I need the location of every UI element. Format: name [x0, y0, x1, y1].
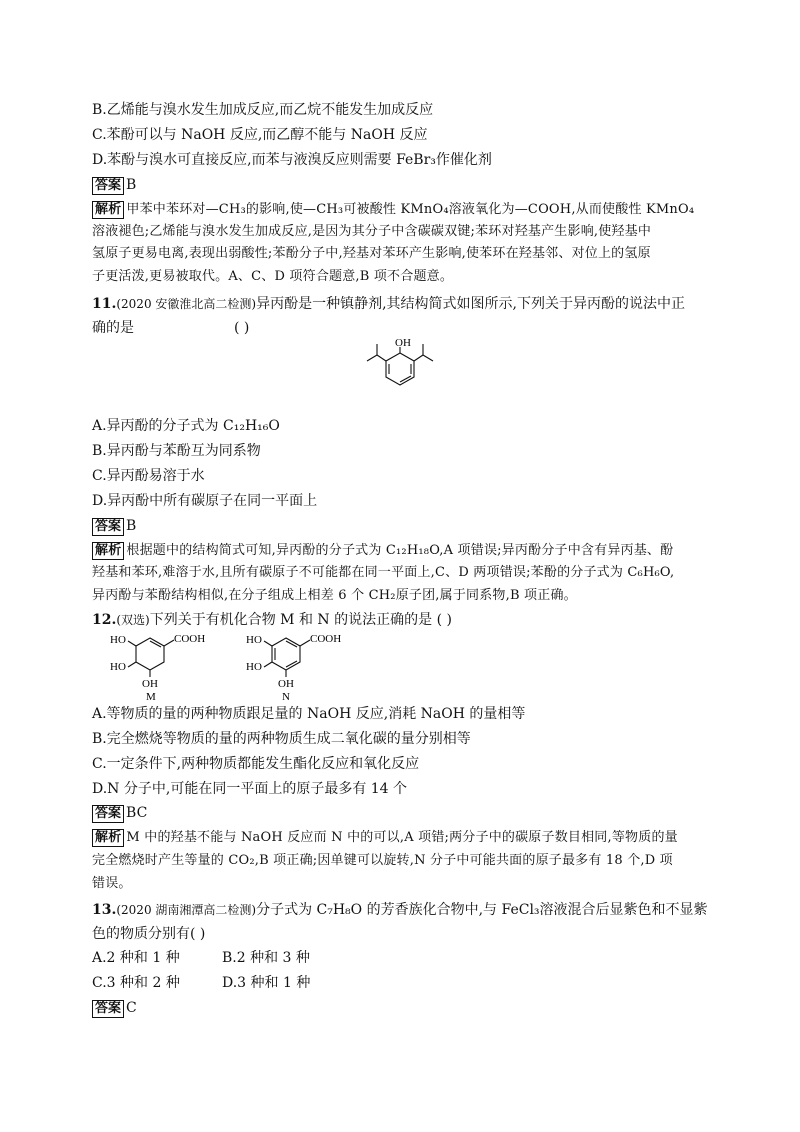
q11-answer: B	[126, 518, 137, 534]
svg-text:HO: HO	[110, 634, 126, 646]
q11-blank: ( )	[234, 320, 250, 336]
answer-tag: 答案	[92, 805, 124, 823]
q13-option-d: D.3 种和 1 种	[222, 975, 311, 991]
q11-stem-line-1: 11.(2020 安徽淮北高二检测)异丙酚是一种镇静剂,其结构简式如图所示,下列关于异丙酚的说法中正	[92, 296, 685, 312]
q10-analysis-line-3: 氢原子更易电离,表现出弱酸性;苯酚分子中,羟基对苯环产生影响,使苯环在羟基邻、对位上的氢原	[92, 246, 651, 261]
svg-text:OH: OH	[278, 678, 294, 690]
q10-option-b: B.乙烯能与溴水发生加成反应,而乙烷不能发生加成反应	[92, 102, 434, 118]
q12-option-b: B.完全燃烧等物质的量的两种物质生成二氧化碳的量分别相等	[92, 731, 471, 747]
q12-answer-line	[92, 803, 147, 823]
q12-option-a: A.等物质的量的两种物质跟足量的 NaOH 反应,消耗 NaOH 的量相等	[92, 706, 526, 722]
compound-m-structure	[100, 630, 230, 702]
q12-number: 12.	[92, 612, 117, 628]
answer-tag: 答案	[92, 518, 124, 536]
q13-stem-line-2: 色的物质分别有( )	[92, 926, 206, 942]
svg-text:HO: HO	[246, 634, 262, 646]
q13-option-c: C.3 种和 2 种	[92, 975, 180, 991]
svg-text:HO: HO	[110, 661, 126, 673]
analysis-tag: 解析	[92, 829, 124, 847]
q13-option-a: A.2 种和 1 种	[92, 950, 180, 966]
q10-answer: B	[126, 177, 137, 193]
analysis-tag: 解析	[92, 201, 124, 219]
q11-stem-line-2: 确的是 ( )	[92, 320, 250, 336]
svg-text:COOH: COOH	[310, 633, 342, 645]
q13-options-row-1	[92, 948, 310, 968]
q11-option-a: A.异丙酚的分子式为 C₁₂H₁₆O	[92, 418, 280, 434]
q12-analysis-line-3: 错误。	[92, 876, 132, 891]
q12-answer: BC	[126, 805, 148, 821]
analysis-tag: 解析	[92, 542, 124, 560]
compound-m-label: M	[146, 691, 156, 702]
q12-source: (双选)	[116, 613, 150, 627]
q10-option-d: D.苯酚与溴水可直接反应,而苯与液溴反应则需要 FeBr₃作催化剂	[92, 152, 492, 168]
propofol-structure	[360, 336, 450, 402]
q13-option-b: B.2 种和 3 种	[222, 950, 310, 966]
svg-text:HO: HO	[246, 661, 262, 673]
q11-analysis-line-3: 异丙酚与苯酚结构相似,在分子组成上相差 6 个 CH₂原子团,属于同系物,B 项正确。	[92, 588, 577, 603]
q10-analysis-line-4: 子更活泼,更易被取代。A、C、D 项符合题意,B 项不合题意。	[92, 269, 454, 284]
compound-n-structure	[236, 630, 366, 702]
q11-option-d: D.异丙酚中所有碳原子在同一平面上	[92, 493, 318, 509]
q11-option-b: B.异丙酚与苯酚互为同系物	[92, 443, 261, 459]
q10-answer-line	[92, 175, 136, 195]
q11-source: (2020 安徽淮北高二检测)	[116, 297, 257, 311]
q12-option-d: D.N 分子中,可能在同一平面上的原子最多有 14 个	[92, 781, 408, 797]
q11-analysis-line-2: 羟基和苯环,难溶于水,且所有碳原子不可能都在同一平面上,C、D 两项错误;苯酚的分子式为 C₆H₆O,	[92, 565, 675, 580]
q11-number: 11.	[92, 296, 117, 312]
q11-option-c: C.异丙酚易溶于水	[92, 468, 205, 484]
compound-n-label: N	[282, 691, 290, 702]
q12-analysis-line-1: 解析 M 中的羟基不能与 NaOH 反应而 N 中的可以,A 项错;两分子中的碳原子数目相同,等物质的量	[92, 828, 678, 848]
svg-text:COOH: COOH	[174, 633, 206, 645]
q10-analysis-line-1: 解析 甲苯中苯环对—CH₃的影响,使—CH₃可被酸性 KMnO₄溶液氧化为—COOH,从而使酸性 KMnO₄	[92, 200, 694, 220]
propofol-oh-label: OH	[395, 337, 411, 349]
answer-tag: 答案	[92, 1000, 124, 1018]
svg-text:OH: OH	[142, 678, 158, 690]
q12-option-c: C.一定条件下,两种物质都能发生酯化反应和氧化反应	[92, 756, 420, 772]
q13-options-row-2	[92, 973, 310, 993]
q13-stem-line-1: 13.(2020 湖南湘潭高二检测)分子式为 C₇H₈O 的芳香族化合物中,与 FeCl₃溶液混合后显紫色和不显紫	[92, 902, 708, 918]
q12-stem: 12.(双选)下列关于有机化合物 M 和 N 的说法正确的是 ( )	[92, 612, 452, 628]
answer-tag: 答案	[92, 177, 124, 195]
q13-answer: C	[126, 1000, 137, 1016]
q10-analysis-line-2: 溶液褪色;乙烯能与溴水发生加成反应,是因为其分子中含碳碳双键;苯环对羟基产生影响,使羟基中	[92, 224, 652, 239]
q13-number: 13.	[92, 902, 117, 918]
q13-source: (2020 湖南湘潭高二检测)	[116, 903, 257, 917]
q10-option-c: C.苯酚可以与 NaOH 反应,而乙醇不能与 NaOH 反应	[92, 127, 428, 143]
q11-analysis-line-1: 解析 根据题中的结构简式可知,异丙酚的分子式为 C₁₂H₁₈O,A 项错误;异丙酚分子中含有异丙基、酚	[92, 541, 673, 561]
q13-answer-line	[92, 998, 137, 1018]
q12-analysis-line-2: 完全燃烧时产生等量的 CO₂,B 项正确;因单键可以旋转,N 分子中可能共面的原子最多有 18 个,D 项	[92, 853, 673, 868]
q11-answer-line	[92, 516, 136, 536]
